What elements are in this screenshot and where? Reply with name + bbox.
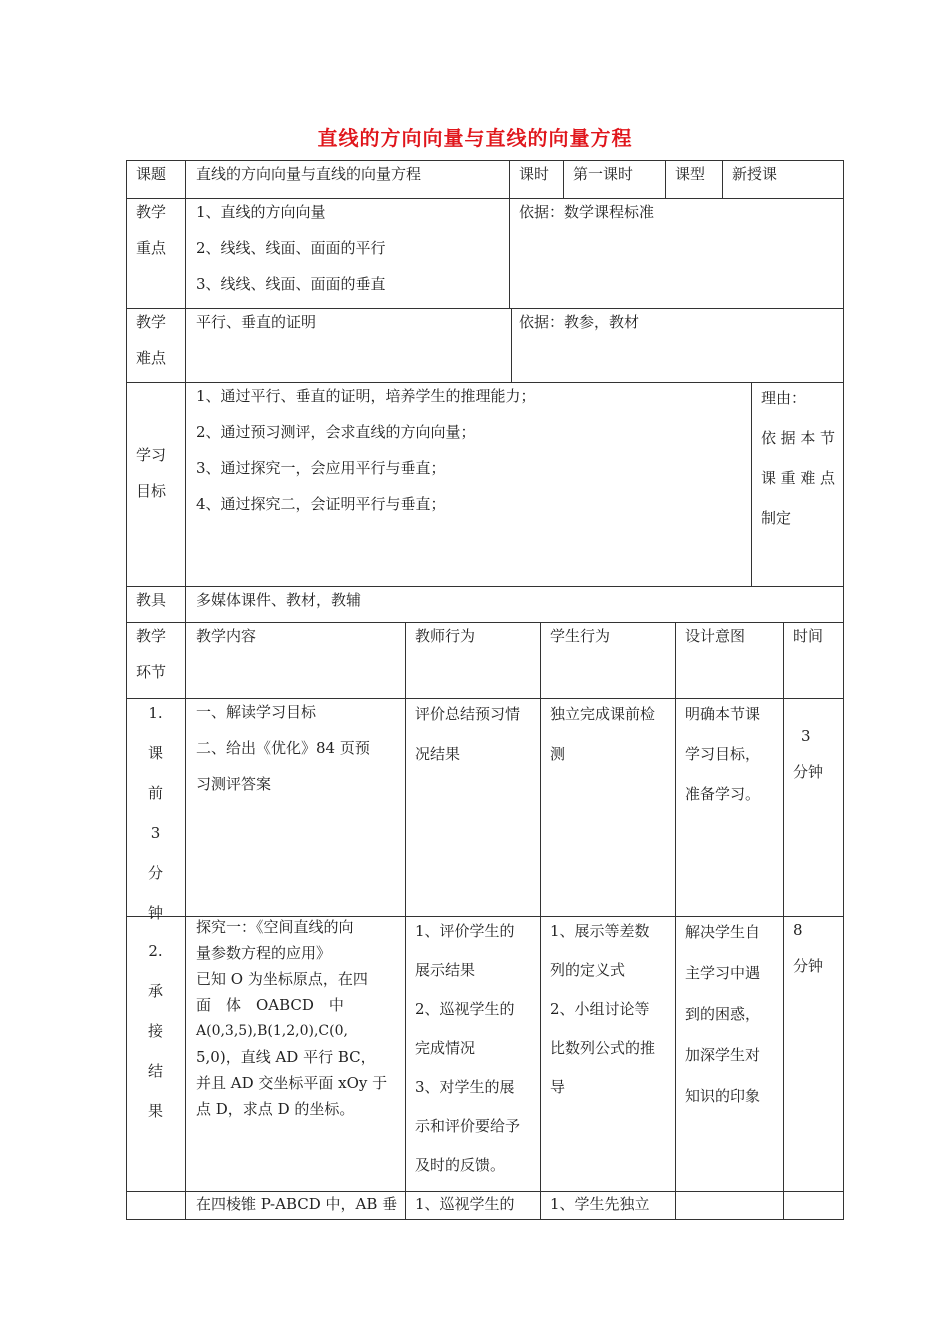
table-row-2-teacher: 1、评价学生的 展示结果 2、巡视学生的 完成情况 3、对学生的展 示和评价要给予 及时的反馈。 (415, 922, 521, 1174)
page-title: 直线的方向向量与直线的向量方程 (317, 126, 633, 150)
list-item: 3、通过探究一，会应用平行与垂直； (196, 459, 446, 477)
keti-label: 课题 (136, 165, 167, 183)
list-item: 3、线线、线面、面面的垂直 (196, 275, 386, 293)
kexing-value: 新授课 (732, 165, 778, 183)
nandian-content: 平行、垂直的证明 (196, 313, 317, 331)
col-xuesheng: 学生行为 (550, 627, 611, 645)
zhongdian-label: 教学 重点 (136, 203, 167, 257)
table-row-1-student: 独立完成课前检 测 (550, 705, 656, 763)
table-row-2-design: 解决学生自 主学习中遇 到的困惑， 加深学生对 知识的印象 (685, 923, 761, 1105)
table-row-1-time: 3 分钟 (793, 727, 824, 781)
table-row-2-stage: 2. 承 接 结 果 (147, 942, 163, 1120)
table-row-1-content: 一、解读学习目标 二、给出《优化》84 页预 习测评答案 (196, 703, 370, 793)
keshi-label: 课时 (519, 165, 550, 183)
table-row-1-design: 明确本节课 学习目标， 准备学习。 (685, 705, 761, 803)
list-item: 1、直线的方向向量 (196, 203, 326, 221)
zhongdian-items (196, 194, 386, 302)
nandian-label: 教学 难点 (136, 313, 167, 367)
nandian-basis: 依据：教参，教材 (519, 313, 640, 331)
list-item: 1、通过平行、垂直的证明，培养学生的推理能力； (196, 387, 536, 405)
list-item: 4、通过探究二，会证明平行与垂直； (196, 495, 446, 513)
keti-value: 直线的方向向量与直线的向量方程 (196, 165, 422, 183)
col-shijian: 时间 (793, 627, 824, 645)
col-huanjie: 教学 环节 (136, 627, 167, 681)
list-item: 2、通过预习测评，会求直线的方向向量； (196, 423, 476, 441)
table-row-1-teacher: 评价总结预习情 况结果 (415, 705, 521, 763)
table-row-3-content: 在四棱锥 P-ABCD 中，AB 垂 (196, 1195, 398, 1213)
table-row-2-time: 8 分钟 (793, 921, 824, 975)
zhongdian-basis: 依据：数学课程标准 (519, 203, 655, 221)
table-row-2-student: 1、展示等差数 列的定义式 2、小组讨论等 比数列公式的推 导 (550, 922, 656, 1096)
col-sheji: 设计意图 (685, 627, 746, 645)
mubiao-reason: 理由： 依据本节 课重难点 制定 (761, 389, 835, 527)
mubiao-items (196, 378, 536, 522)
table-row-3-teacher: 1、巡视学生的 (415, 1195, 515, 1213)
table-row-3-student: 1、学生先独立 (550, 1195, 650, 1213)
table-row-2-content: 探究一：《空间直线的向 量参数方程的应用》 已知 O 为坐标原点，在四 面 体 OABCD 中 A(0,3,5),B(1,2,0),C(0, 5,0)，直线 AD 平行 BC， 并且 AD 交坐标平面 xOy 于 点 D，求点 D 的坐标。 (196, 918, 388, 1118)
list-item: 2、线线、线面、面面的平行 (196, 239, 386, 257)
col-jiaoshi: 教师行为 (415, 627, 476, 645)
keshi-value: 第一课时 (573, 165, 634, 183)
jiaoju-label: 教具 (136, 591, 167, 609)
col-neirong: 教学内容 (196, 627, 257, 645)
mubiao-label: 学习 目标 (136, 446, 167, 500)
table-row-1-stage: 1. 课 前 3 分 钟 (147, 704, 163, 922)
jiaoju-content: 多媒体课件、教材，教辅 (196, 591, 362, 609)
kexing-label: 课型 (675, 165, 706, 183)
